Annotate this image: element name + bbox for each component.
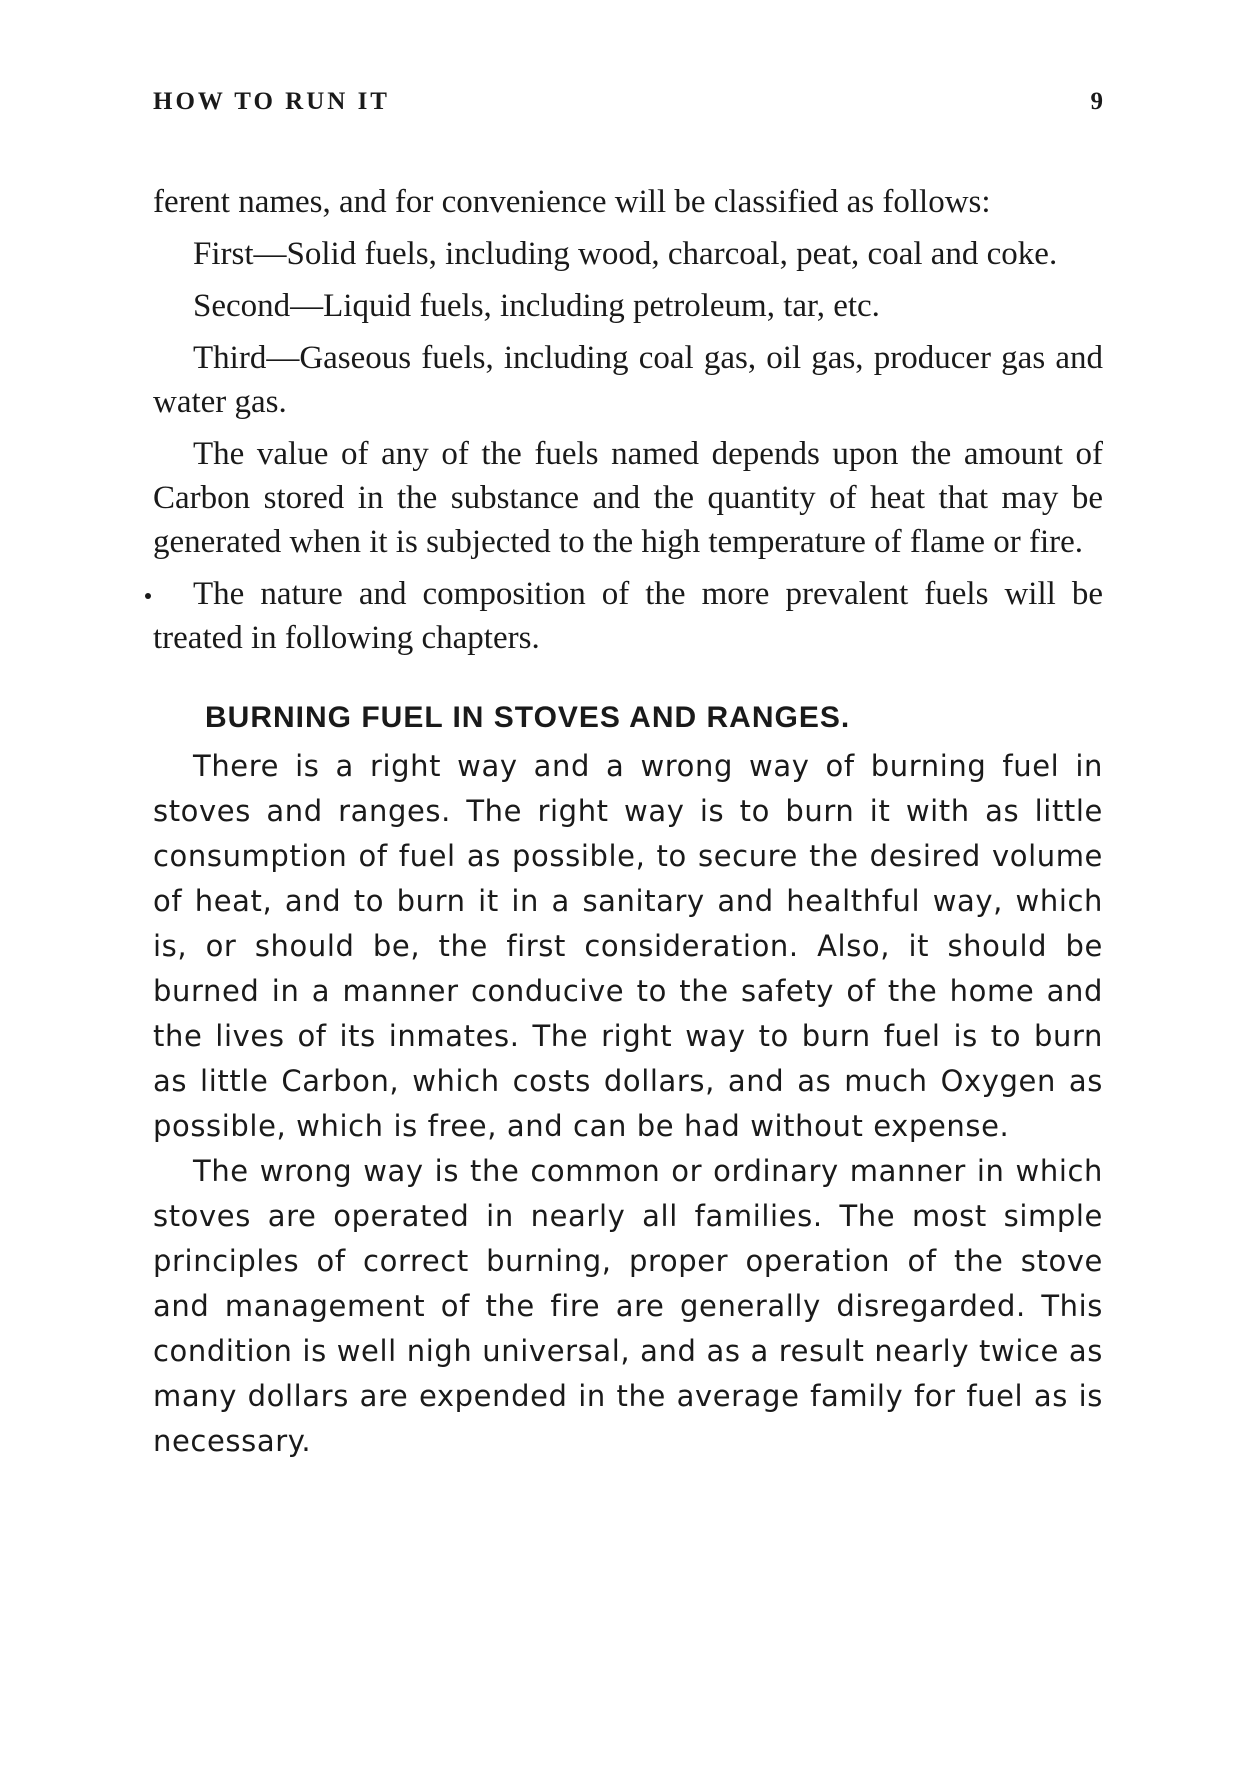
paragraph-right-way: There is a right way and a wrong way of burning fuel in stoves and ranges. The right way is to burn it with as little consumption of fuel as possible, to secure the desired volume of heat, and to burn it in a sanitary and healthful way, which is, or should be, the first consideration. Also, it should be burned in a manner conducive to the safety of the home and the lives of its inmates. The right way to burn fuel is to burn as little Carbon, which costs dollars, and as much Oxygen as possible, which is free, and can be had without expense.: [153, 749, 1103, 1143]
print-speck: [145, 593, 151, 599]
running-title: HOW TO RUN IT: [153, 88, 390, 115]
paragraph-solid-fuels: First—Solid fuels, including wood, charcoal, peat, coal and coke.: [193, 236, 1058, 272]
section-body: [153, 744, 1103, 1464]
book-page: [153, 88, 1103, 1458]
page-number: 9: [1090, 88, 1103, 115]
paragraph-wrong-way: The wrong way is the common or ordinary manner in which stoves are operated in nearly all families. The most simple principles of correct burning, proper operation of the stove and management of the fire are generally disregarded. This condition is well nigh universal, and as a result nearly twice as many dollars are expended in the average family for fuel as is necessary.: [153, 1154, 1103, 1458]
page-body: [153, 180, 1103, 1464]
paragraph-gaseous-fuels: Third—Gaseous fuels, including coal gas, oil gas, producer gas and water gas.: [153, 340, 1103, 420]
section-heading: BURNING FUEL IN STOVES AND RANGES.: [205, 701, 851, 734]
paragraph-fuel-nature: The nature and composition of the more prevalent fuels will be treated in following chapters.: [153, 576, 1103, 656]
paragraph-liquid-fuels: Second—Liquid fuels, including petroleum, tar, etc.: [193, 288, 880, 324]
running-head: [153, 88, 1103, 128]
paragraph-continuation: ferent names, and for convenience will be classified as follows:: [153, 184, 991, 220]
paragraph-fuel-value: The value of any of the fuels named depends upon the amount of Carbon stored in the substance and the quantity of heat that may be generated when it is subjected to the high temperature of flame or fire.: [153, 436, 1103, 560]
